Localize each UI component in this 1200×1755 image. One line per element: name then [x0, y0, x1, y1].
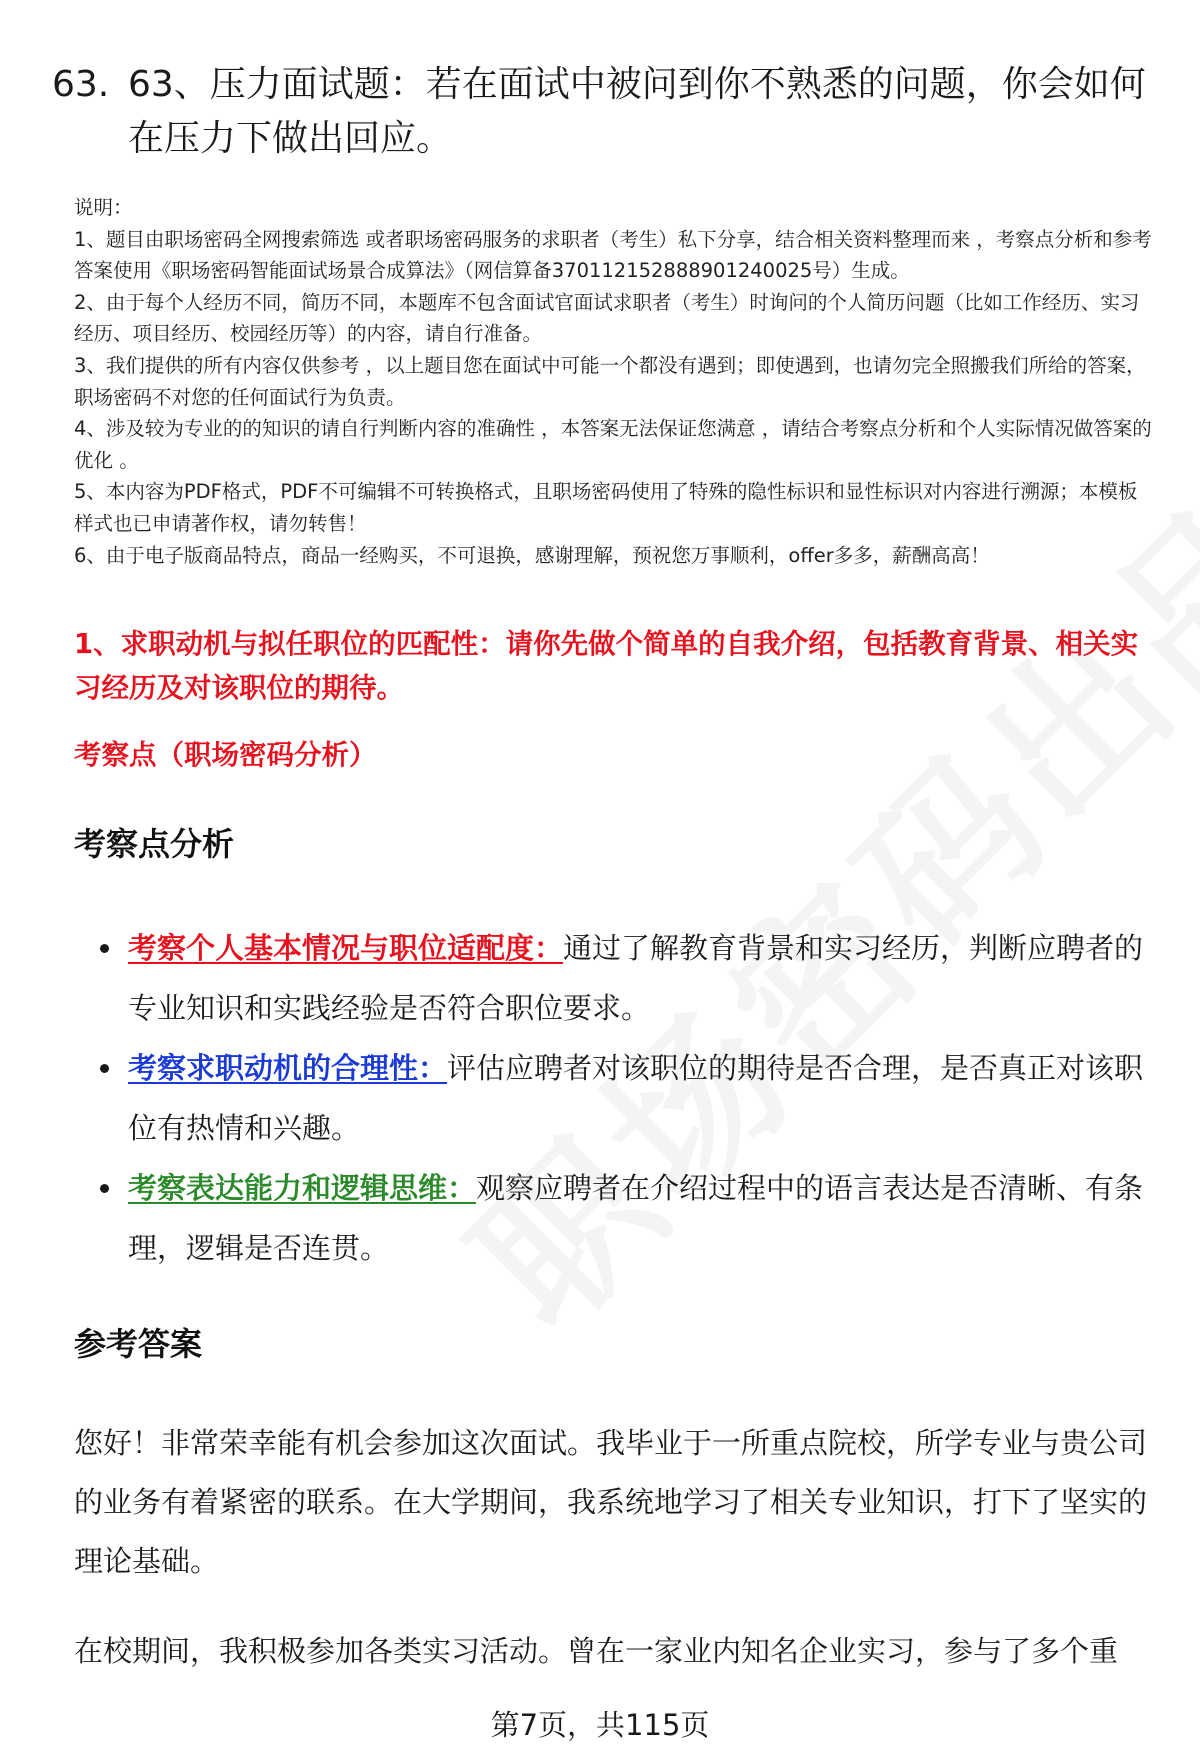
analysis-heading: 考察点分析: [74, 825, 235, 863]
notes-item: 6、由于电子版商品特点，商品一经购买，不可退换，感谢理解，预祝您万事顺利，offer多多，薪酬高高！: [74, 543, 990, 567]
question-title: [52, 58, 1152, 166]
notes-block: [74, 192, 1154, 571]
analysis-label: 考察表达能力和逻辑思维：: [128, 1171, 477, 1205]
answer-paragraph: 在校期间，我积极参加各类实习活动。曾在一家业内知名企业实习，参与了多个重: [74, 1634, 1119, 1668]
question-text: 63、压力面试题：若在面试中被问到你不熟悉的问题，你会如何在压力下做出回应。: [128, 64, 1146, 159]
section-question: 1、求职动机与拟任职位的匹配性：请你先做个简单的自我介绍，包括教育背景、相关实习经历及对该职位的期待。: [74, 628, 1139, 704]
kaocha-label: 考察点（职场密码分析）: [74, 739, 377, 771]
bullet-dot-icon: [100, 1064, 109, 1073]
notes-item: 4、涉及较为专业的的知识的请自行判断内容的准确性 ，本答案无法保证您满意 ，请结合考察点分析和个人实际情况做答案的优化 。: [74, 417, 1152, 472]
page-footer: 第7页，共115页: [490, 1708, 710, 1742]
notes-item: 1、题目由职场密码全网搜索筛选 或者职场密码服务的求职者（考生）私下分享，结合相关资料整理而来 ，考察点分析和参考答案使用《职场密码智能面试场景合成算法》（网信算备370112152888901240025号）生成。: [74, 227, 1152, 283]
analysis-text: 观察应聘者在介绍过程中的语言表达是否清晰、有条理，逻辑是否连贯。: [128, 1171, 1144, 1265]
analysis-label: 考察个人基本情况与职位适配度：: [128, 931, 564, 965]
bullet-dot-icon: [100, 944, 109, 953]
analysis-label: 考察求职动机的合理性：: [128, 1051, 448, 1085]
list-item: [74, 1158, 1154, 1278]
answer-heading: 参考答案: [74, 1325, 203, 1363]
notes-item: 3、我们提供的所有内容仅供参考 ，以上题目您在面试中可能一个都没有遇到；即使遇到，也请勿完全照搬我们所给的答案，职场密码不对您的任何面试行为负责。: [74, 353, 1146, 409]
answer-paragraph: 您好！非常荣幸能有机会参加这次面试。我毕业于一所重点院校，所学专业与贵公司的业务有着紧密的联系。在大学期间，我系统地学习了相关专业知识，打下了坚实的理论基础。: [74, 1426, 1148, 1578]
question-number: 63.: [52, 64, 110, 105]
notes-item: 2、由于每个人经历不同，简历不同，本题库不包含面试官面试求职者（考生）时询问的个人简历问题（比如工作经历、实习经历、项目经历、校园经历等）的内容，请自行准备。: [74, 290, 1140, 346]
analysis-text: 通过了解教育背景和实习经历，判断应聘者的专业知识和实践经验是否符合职位要求。: [128, 931, 1144, 1025]
notes-item: 5、本内容为PDF格式，PDF不可编辑不可转换格式，且职场密码使用了特殊的隐性标识和显性标识对内容进行溯源；本模板样式也已申请著作权，请勿转售！: [74, 480, 1138, 535]
analysis-text: 评估应聘者对该职位的期待是否合理，是否真正对该职位有热情和兴趣。: [128, 1051, 1144, 1145]
bullet-dot-icon: [100, 1184, 109, 1193]
answer-body: [74, 1414, 1154, 1712]
notes-heading: 说明：: [74, 196, 133, 219]
analysis-list: [74, 918, 1154, 1278]
list-item: [74, 918, 1154, 1038]
list-item: [74, 1038, 1154, 1158]
